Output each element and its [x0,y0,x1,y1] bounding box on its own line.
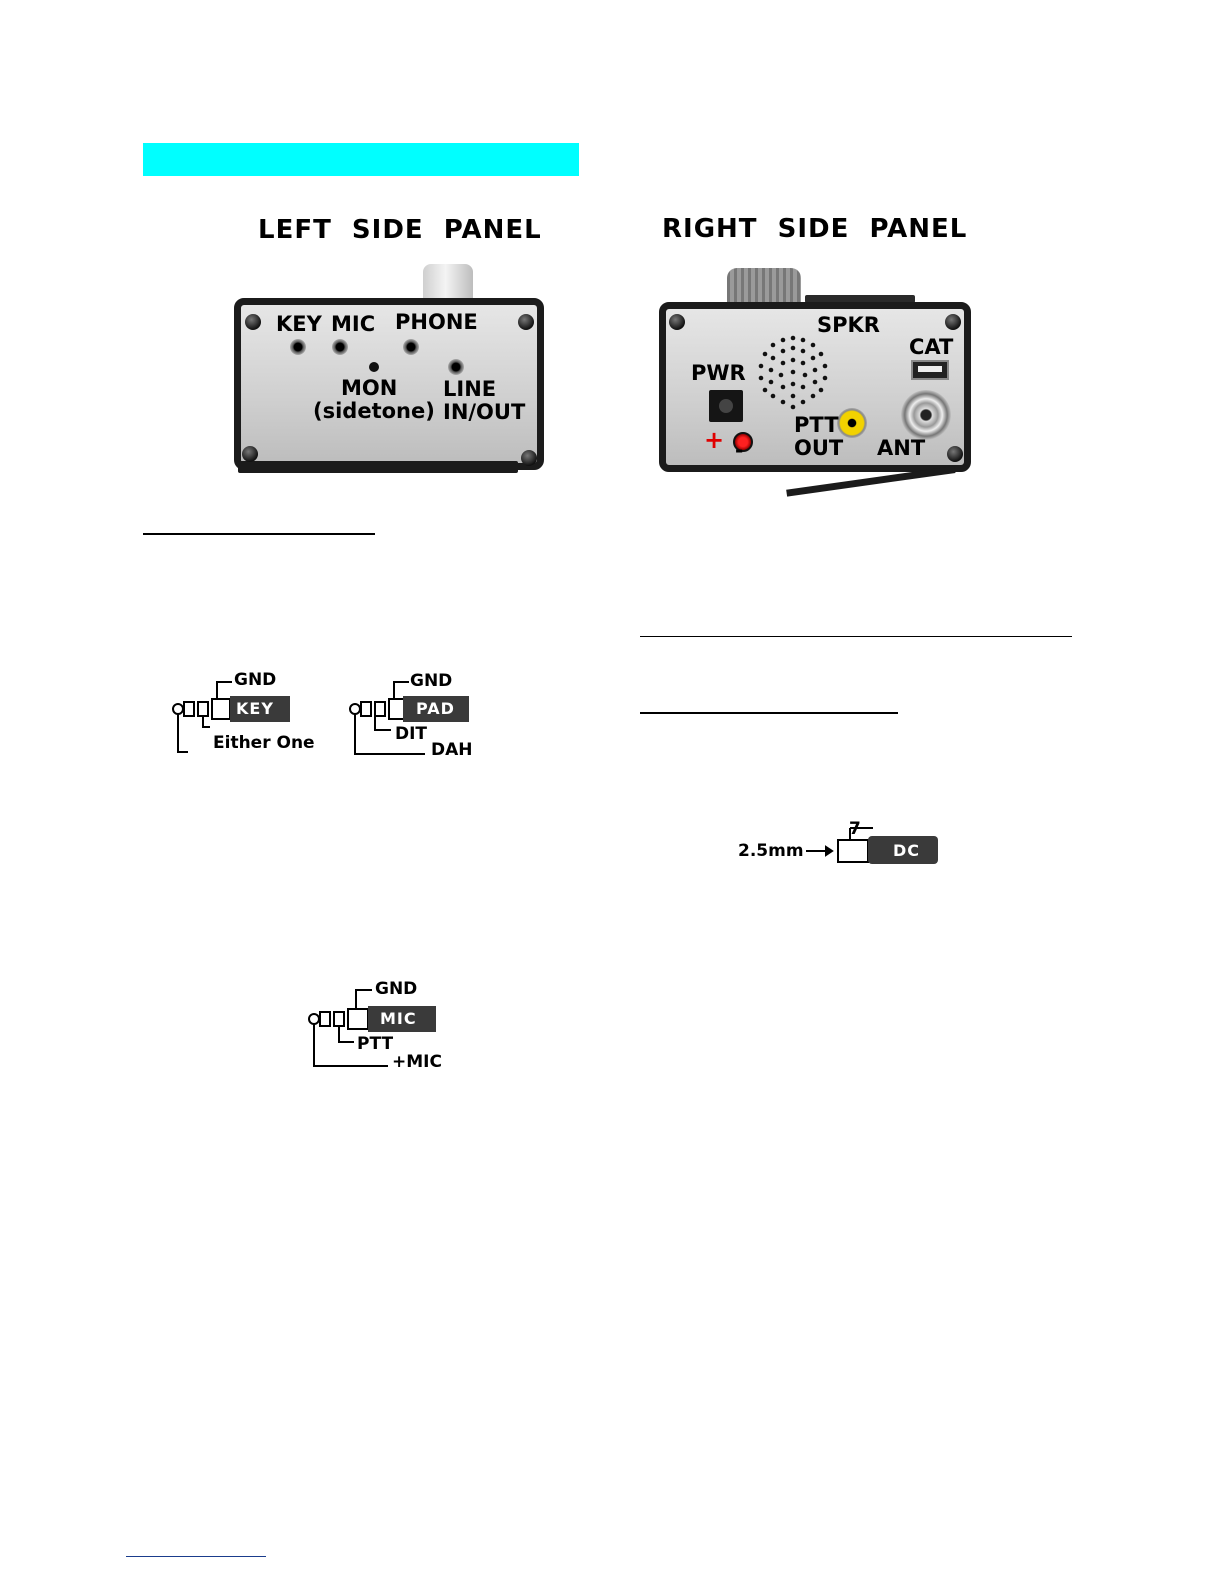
mic-jack [332,339,348,355]
dc-power-jack [709,390,743,422]
dc-plug-diagram [738,820,948,870]
left-panel-title: LEFT SIDE PANEL [258,215,542,245]
key-jack-label: KEY [276,312,322,336]
ant-label: ANT [877,436,926,460]
in-out-label: IN/OUT [443,400,526,424]
spkr-label: SPKR [817,313,880,337]
dc-plug-number-label: 7 [849,819,861,839]
pad-plug-gnd-label: GND [410,671,453,691]
right-side-panel-figure [655,262,985,487]
mic-plug-plus-mic-label: +MIC [392,1052,442,1072]
phone-jack-label: PHONE [395,310,478,334]
mon-label: MON [341,376,398,400]
section-heading-highlight [143,143,579,176]
ant-bnc-connector [901,390,951,440]
footnote-separator [126,1556,266,1557]
mic-plug-gnd-label: GND [375,979,418,999]
key-plug-diagram [168,668,328,758]
phone-jack [403,339,419,355]
key-plug-body-label: KEY [236,699,274,718]
ptt-label: PTT [794,413,839,437]
mic-plug-ptt-label: PTT [357,1034,394,1054]
key-jack [290,339,306,355]
screw-icon [242,446,258,462]
key-plug-tip-label: Either One [213,733,315,753]
mon-potentiometer [369,362,379,372]
mic-plug-diagram [304,978,464,1078]
section-underline [640,636,1072,637]
mic-jack-label: MIC [331,312,376,336]
power-plus-sign: + [704,426,725,454]
pad-plug-dah-label: DAH [431,740,473,760]
line-jack [448,359,464,375]
cat-usb-port [911,360,949,380]
cat-label: CAT [909,335,954,359]
ptt-rca-jack [837,408,867,438]
pad-plug-dit-label: DIT [395,724,428,744]
out-label: OUT [794,436,844,460]
pad-plug-body-label: PAD [416,699,455,718]
section-underline [143,533,375,535]
screw-icon [518,314,534,330]
power-minus-sign: - [735,438,744,462]
pwr-label: PWR [691,361,746,385]
speaker-grille [751,330,835,414]
mic-plug-body-label: MIC [380,1009,417,1028]
sidetone-label: (sidetone) [313,399,435,423]
screw-icon [669,314,685,330]
panel-foot [238,461,518,473]
screw-icon [945,314,961,330]
left-side-panel-figure [228,258,548,478]
screw-icon [947,446,963,462]
line-label: LINE [443,377,497,401]
right-panel-title: RIGHT SIDE PANEL [662,214,968,244]
pad-plug-diagram [345,668,505,763]
section-underline [640,712,898,714]
key-plug-gnd-label: GND [234,670,277,690]
dc-plug-body-label: DC [893,841,921,860]
screw-icon [245,314,261,330]
screw-icon [521,450,537,466]
dc-plug-size-label: 2.5mm [738,841,804,861]
